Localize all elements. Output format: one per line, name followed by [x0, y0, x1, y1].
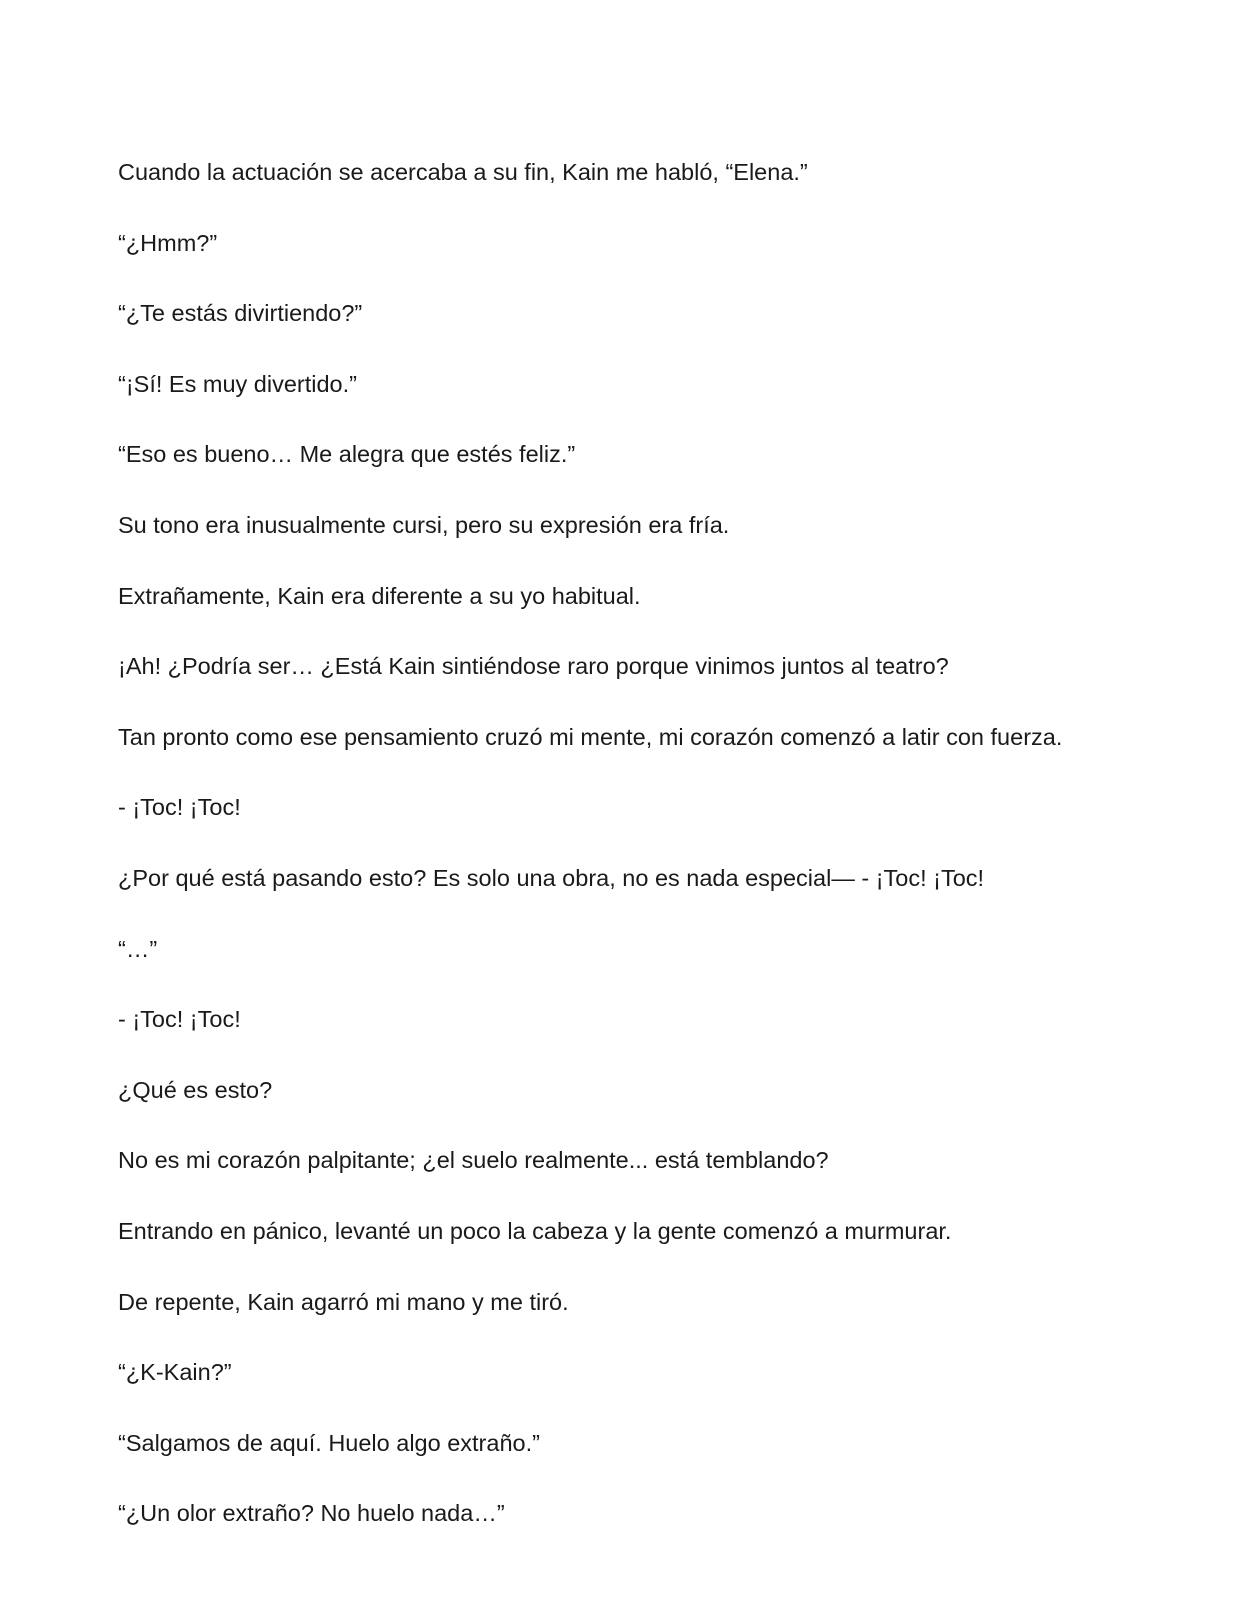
- paragraph: Entrando en pánico, levanté un poco la cabeza y la gente comenzó a murmurar.: [118, 1217, 952, 1244]
- paragraph: “¿K-Kain?”: [118, 1359, 232, 1386]
- paragraph: Su tono era inusualmente cursi, pero su expresión era fría.: [118, 511, 730, 538]
- paragraph: Cuando la actuación se acercaba a su fin, Kain me habló, “Elena.”: [118, 159, 808, 185]
- paragraph: “¿Un olor extraño? No huelo nada…”: [118, 1500, 505, 1527]
- paragraph: De repente, Kain agarró mi mano y me tiró.: [118, 1288, 569, 1315]
- paragraph: “¡Sí! Es muy divertido.”: [118, 370, 357, 397]
- paragraph: No es mi corazón palpitante; ¿el suelo realmente... está temblando?: [118, 1147, 829, 1174]
- paragraph: ¿Por qué está pasando esto? Es solo una obra, no es nada especial— - ¡Toc! ¡Toc!: [118, 864, 985, 891]
- paragraph: “Eso es bueno… Me alegra que estés feliz.”: [118, 441, 576, 468]
- paragraph: Extrañamente, Kain era diferente a su yo habitual.: [118, 582, 641, 609]
- paragraph: ¿Qué es esto?: [118, 1076, 273, 1103]
- paragraph: - ¡Toc! ¡Toc!: [118, 1006, 241, 1033]
- paragraph: “Salgamos de aquí. Huelo algo extraño.”: [118, 1429, 540, 1456]
- paragraph: “…”: [118, 935, 158, 962]
- paragraph: “¿Te estás divirtiendo?”: [118, 300, 363, 327]
- paragraph: - ¡Toc! ¡Toc!: [118, 794, 241, 821]
- paragraph: “¿Hmm?”: [118, 229, 218, 256]
- paragraph: ¡Ah! ¿Podría ser… ¿Está Kain sintiéndose raro porque vinimos juntos al teatro?: [118, 653, 949, 680]
- paragraph: Tan pronto como ese pensamiento cruzó mi mente, mi corazón comenzó a latir con fuerza.: [118, 723, 1063, 750]
- document-body: [118, 155, 1128, 1567]
